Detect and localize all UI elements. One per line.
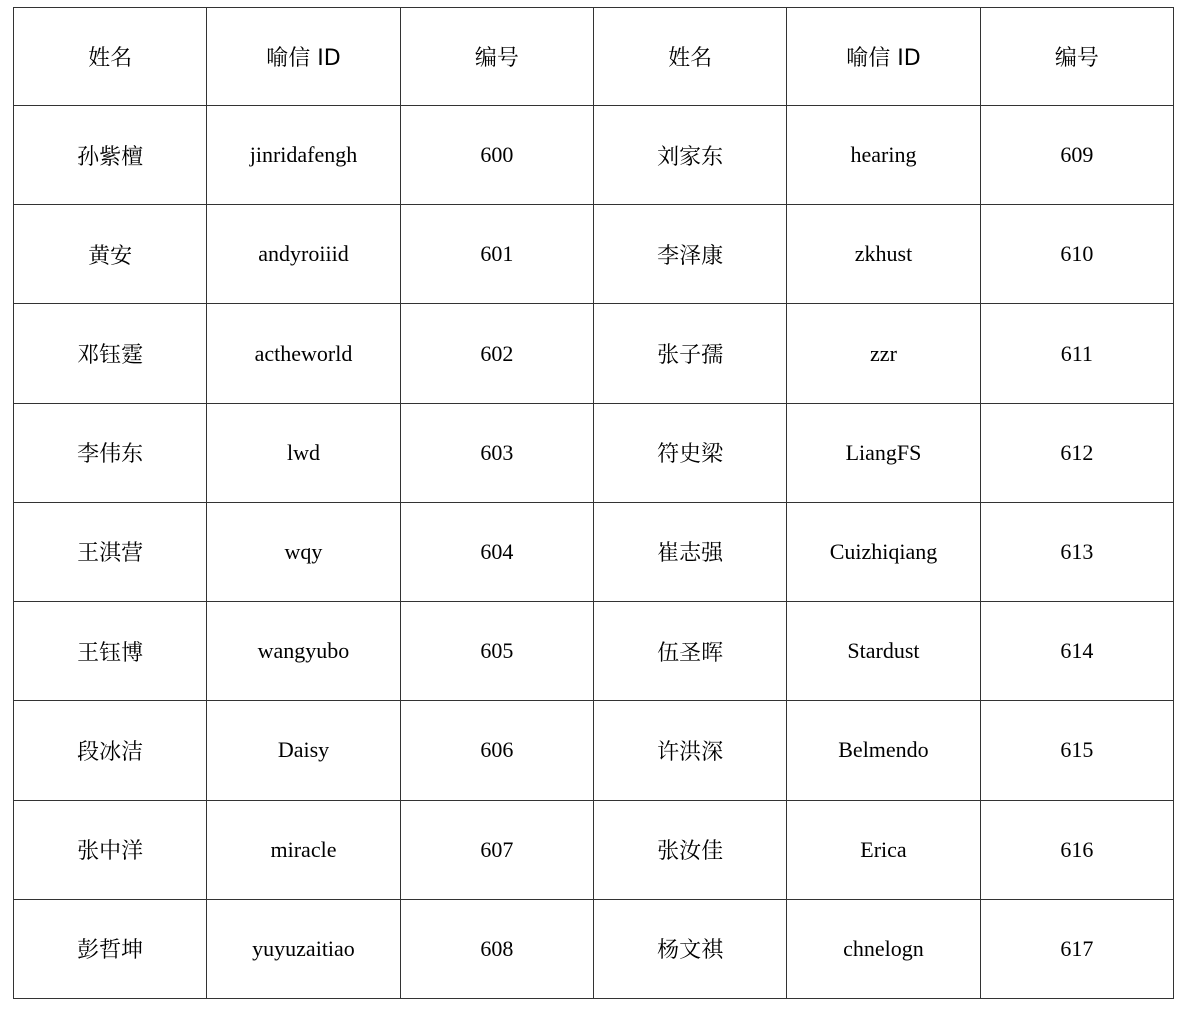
number-cell: 616: [980, 800, 1173, 899]
table-body: [14, 106, 1174, 999]
number-cell: 609: [980, 106, 1173, 205]
number-cell: 614: [980, 602, 1173, 701]
table-row: [14, 106, 1174, 205]
header-number-right: 编号: [980, 8, 1173, 106]
number-cell: 611: [980, 304, 1173, 403]
number-cell: 603: [400, 403, 593, 502]
number-cell: 602: [400, 304, 593, 403]
name-cell: 符史梁: [593, 403, 786, 502]
name-cell: 张子孺: [593, 304, 786, 403]
number-cell: 600: [400, 106, 593, 205]
member-id-table: [13, 7, 1174, 999]
header-row: [14, 8, 1174, 106]
table-row: [14, 602, 1174, 701]
name-cell: 黄安: [14, 205, 207, 304]
name-cell: 张汝佳: [593, 800, 786, 899]
name-cell: 刘家东: [593, 106, 786, 205]
header-number-left: 编号: [400, 8, 593, 106]
name-cell: 彭哲坤: [14, 899, 207, 998]
id-cell: Cuizhiqiang: [787, 502, 980, 601]
id-cell: wangyubo: [207, 602, 400, 701]
header-id-left: 喻信 ID: [207, 8, 400, 106]
id-cell: lwd: [207, 403, 400, 502]
name-cell: 王淇营: [14, 502, 207, 601]
id-cell: wqy: [207, 502, 400, 601]
header-name-right: 姓名: [593, 8, 786, 106]
id-cell: chnelogn: [787, 899, 980, 998]
table-row: [14, 502, 1174, 601]
table-row: [14, 899, 1174, 998]
table-row: [14, 205, 1174, 304]
name-cell: 伍圣晖: [593, 602, 786, 701]
id-cell: hearing: [787, 106, 980, 205]
name-cell: 李伟东: [14, 403, 207, 502]
table-row: [14, 304, 1174, 403]
number-cell: 615: [980, 701, 1173, 800]
name-cell: 邓钰霆: [14, 304, 207, 403]
table-header: [14, 8, 1174, 106]
id-cell: Erica: [787, 800, 980, 899]
id-cell: actheworld: [207, 304, 400, 403]
table-row: [14, 800, 1174, 899]
name-cell: 段冰洁: [14, 701, 207, 800]
id-cell: zkhust: [787, 205, 980, 304]
id-cell: yuyuzaitiao: [207, 899, 400, 998]
name-cell: 杨文祺: [593, 899, 786, 998]
name-cell: 张中洋: [14, 800, 207, 899]
number-cell: 608: [400, 899, 593, 998]
header-id-right: 喻信 ID: [787, 8, 980, 106]
number-cell: 605: [400, 602, 593, 701]
name-cell: 崔志强: [593, 502, 786, 601]
number-cell: 610: [980, 205, 1173, 304]
id-cell: Daisy: [207, 701, 400, 800]
number-cell: 606: [400, 701, 593, 800]
id-cell: miracle: [207, 800, 400, 899]
name-cell: 孙紫檀: [14, 106, 207, 205]
id-cell: Belmendo: [787, 701, 980, 800]
number-cell: 601: [400, 205, 593, 304]
id-cell: zzr: [787, 304, 980, 403]
table-row: [14, 701, 1174, 800]
number-cell: 604: [400, 502, 593, 601]
number-cell: 613: [980, 502, 1173, 601]
id-cell: LiangFS: [787, 403, 980, 502]
name-cell: 王钰博: [14, 602, 207, 701]
name-cell: 许洪深: [593, 701, 786, 800]
table-row: [14, 403, 1174, 502]
id-cell: jinridafengh: [207, 106, 400, 205]
number-cell: 612: [980, 403, 1173, 502]
id-cell: Stardust: [787, 602, 980, 701]
number-cell: 607: [400, 800, 593, 899]
number-cell: 617: [980, 899, 1173, 998]
name-cell: 李泽康: [593, 205, 786, 304]
id-cell: andyroiiid: [207, 205, 400, 304]
header-name-left: 姓名: [14, 8, 207, 106]
